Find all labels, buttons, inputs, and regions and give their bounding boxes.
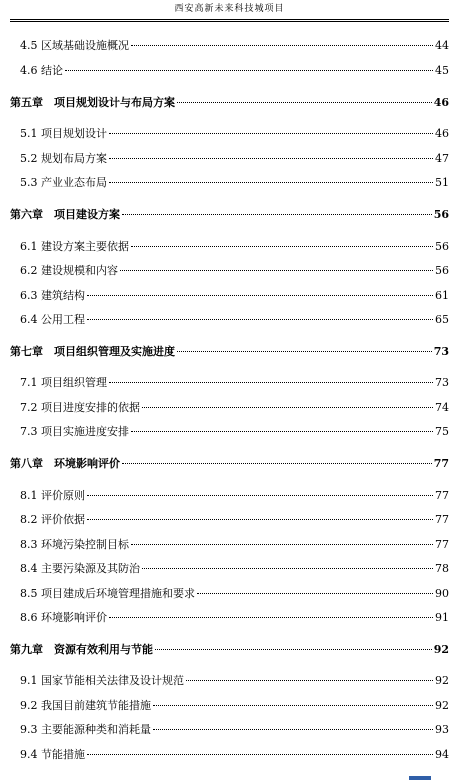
dot-leader [142, 568, 433, 569]
toc-entry-label: 8.1 评价原则 [20, 489, 85, 502]
toc-entry-page: 92 [433, 643, 449, 656]
toc-entry[interactable] [20, 489, 449, 503]
dot-leader [131, 246, 433, 247]
dot-leader [65, 70, 433, 71]
toc-chapter-entry[interactable] [10, 345, 449, 359]
toc-entry[interactable] [20, 562, 449, 576]
toc-entry[interactable] [20, 723, 449, 737]
toc-entry-label: 9.3 主要能源种类和消耗量 [20, 723, 151, 736]
toc-entry[interactable] [20, 401, 449, 415]
toc-entry-label: 8.5 项目建成后环境管理措施和要求 [20, 587, 195, 600]
toc-entry-label: 6.2 建设规模和内容 [20, 264, 118, 277]
dot-leader [131, 544, 433, 545]
toc-chapter-entry[interactable] [10, 208, 449, 222]
toc-entry[interactable] [20, 264, 449, 278]
toc-entry[interactable] [20, 289, 449, 303]
dot-leader [109, 133, 433, 134]
toc-entry-page: 75 [435, 425, 449, 438]
toc-entry-page: 56 [435, 264, 449, 277]
toc-entry-label: 5.1 项目规划设计 [20, 127, 107, 140]
header-rule [10, 19, 449, 22]
dot-leader [109, 158, 433, 159]
toc-entry-label: 第七章 项目组织管理及实施进度 [10, 345, 175, 358]
toc-entry-page: 77 [435, 513, 449, 526]
dot-leader [177, 102, 432, 103]
dot-leader [197, 593, 433, 594]
toc-entry-page: 93 [435, 723, 449, 736]
toc-entry-label: 第九章 资源有效利用与节能 [10, 643, 153, 656]
toc-entry-label: 7.2 项目进度安排的依据 [20, 401, 140, 414]
toc-entry-page: 77 [435, 538, 449, 551]
toc-entry-page: 77 [435, 489, 449, 502]
dot-leader [109, 382, 433, 383]
dot-leader [87, 295, 433, 296]
toc-chapter-entry[interactable] [10, 457, 449, 471]
toc-entry-label: 8.4 主要污染源及其防治 [20, 562, 140, 575]
toc-entry[interactable] [20, 39, 449, 53]
toc-entry[interactable] [20, 538, 449, 552]
toc-entry[interactable] [20, 313, 449, 327]
dot-leader [131, 45, 433, 46]
dot-leader [87, 495, 433, 496]
toc-entry-label: 4.5 区域基础设施概况 [20, 39, 129, 52]
dot-leader [87, 319, 433, 320]
toc-chapter-entry[interactable] [10, 643, 449, 657]
dot-leader [186, 680, 433, 681]
toc-entry[interactable] [20, 425, 449, 439]
dot-leader [131, 431, 433, 432]
dot-leader [155, 649, 432, 650]
toc-entry-page: 78 [435, 562, 449, 575]
toc-entry[interactable] [20, 748, 449, 762]
toc-entry-page: 73 [435, 376, 449, 389]
toc-entry-page: 46 [433, 96, 449, 109]
toc-entry-label: 6.3 建筑结构 [20, 289, 85, 302]
toc-entry-page: 61 [435, 289, 449, 302]
toc-entry-page: 77 [433, 457, 449, 470]
toc-entry-page: 73 [433, 345, 449, 358]
dot-leader [142, 407, 433, 408]
toc-entry-label: 9.4 节能措施 [20, 748, 85, 761]
toc-entry-label: 6.4 公用工程 [20, 313, 85, 326]
toc-entry-label: 6.1 建设方案主要依据 [20, 240, 129, 253]
toc-entry[interactable] [20, 127, 449, 141]
toc-entry-label: 第六章 项目建设方案 [10, 208, 120, 221]
toc-entry-label: 8.6 环境影响评价 [20, 611, 107, 624]
toc-entry-label: 7.1 项目组织管理 [20, 376, 107, 389]
dot-leader [109, 617, 433, 618]
dot-leader [87, 519, 433, 520]
toc-entry-label: 8.2 评价依据 [20, 513, 85, 526]
toc-entry-page: 56 [435, 240, 449, 253]
toc-entry-label: 5.2 规划布局方案 [20, 152, 107, 165]
toc-entry-label: 第五章 项目规划设计与布局方案 [10, 96, 175, 109]
toc-entry-label: 第八章 环境影响评价 [10, 457, 120, 470]
dot-leader [153, 705, 433, 706]
toc-entry-page: 94 [435, 748, 449, 761]
dot-leader [87, 754, 433, 755]
toc-entry[interactable] [20, 64, 449, 78]
toc-entry[interactable] [20, 699, 449, 713]
dot-leader [120, 270, 433, 271]
toc-entry-page: 47 [435, 152, 449, 165]
toc-entry[interactable] [20, 240, 449, 254]
dot-leader [109, 182, 433, 183]
footer-logo-mark [409, 776, 431, 780]
toc-entry-page: 92 [435, 674, 449, 687]
toc-entry-page: 46 [435, 127, 449, 140]
toc-entry[interactable] [20, 611, 449, 625]
toc-entry[interactable] [20, 674, 449, 688]
toc-entry-label: 8.3 环境污染控制目标 [20, 538, 129, 551]
toc-entry-label: 7.3 项目实施进度安排 [20, 425, 129, 438]
toc-entry-label: 4.6 结论 [20, 64, 63, 77]
toc-entry-label: 5.3 产业业态布局 [20, 176, 107, 189]
toc-entry-page: 56 [433, 208, 449, 221]
toc-entry-page: 90 [435, 587, 449, 600]
toc-entry-page: 92 [435, 699, 449, 712]
toc-entry-label: 9.2 我国目前建筑节能措施 [20, 699, 151, 712]
header-title: 西安高新未来科技城项目 [174, 4, 285, 14]
toc-entry-page: 51 [435, 176, 449, 189]
dot-leader [177, 351, 432, 352]
toc-entry-page: 65 [435, 313, 449, 326]
toc-entry-page: 44 [435, 39, 449, 52]
toc-entry[interactable] [20, 513, 449, 527]
dot-leader [153, 729, 433, 730]
toc-entry[interactable] [20, 587, 449, 601]
toc-chapter-entry[interactable] [10, 96, 449, 110]
toc-entry[interactable] [20, 376, 449, 390]
toc-entry-label: 9.1 国家节能相关法律及设计规范 [20, 674, 184, 687]
toc-entry-page: 74 [435, 401, 449, 414]
toc-entry-page: 91 [435, 611, 449, 624]
toc-entry[interactable] [20, 152, 449, 166]
dot-leader [122, 214, 432, 215]
toc-entry[interactable] [20, 176, 449, 190]
dot-leader [122, 463, 432, 464]
toc-entry-page: 45 [435, 64, 449, 77]
